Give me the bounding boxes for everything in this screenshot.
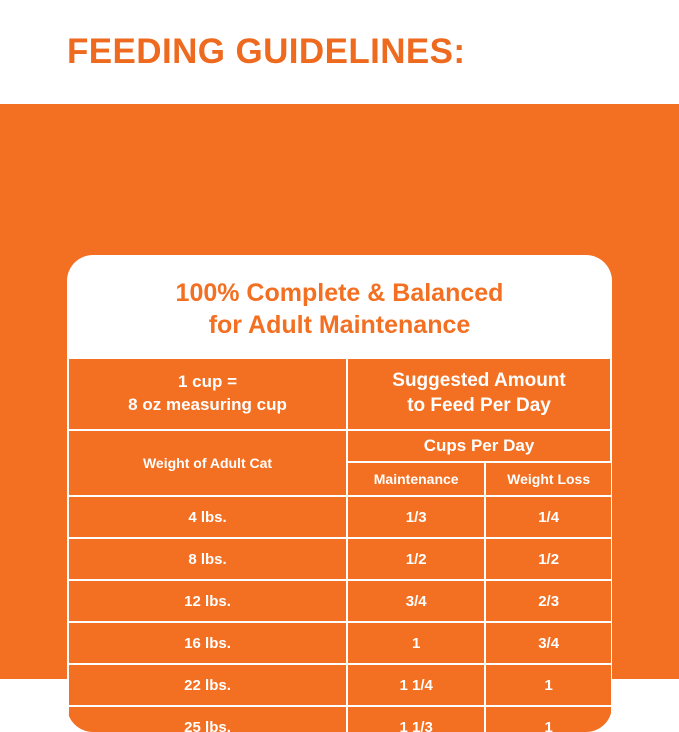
row-weight-loss: 1 [485,706,611,732]
row-weight: 12 lbs. [68,580,347,622]
maintenance-subheader: Maintenance [347,462,485,496]
cup-definition-line-1: 1 cup = [177,372,238,392]
row-weight: 22 lbs. [68,664,347,706]
cups-per-day-header: Cups Per Day [347,430,611,462]
row-weight-loss: 3/4 [485,622,611,664]
table-row [68,580,611,622]
header-band [0,0,679,104]
row-weight-loss: 1 [485,664,611,706]
row-weight-loss: 1/4 [485,496,611,538]
table-row [68,496,611,538]
row-maintenance: 1 1/4 [347,664,485,706]
table-row [68,538,611,580]
feeding-table [67,357,612,732]
page-title: FEEDING GUIDELINES: [67,32,466,71]
card-heading-line-2: for Adult Maintenance [208,311,471,339]
table-row-cups-per-day-header [68,430,611,462]
row-weight: 16 lbs. [68,622,347,664]
table-row [68,706,611,732]
row-maintenance: 1 1/3 [347,706,485,732]
suggested-amount-cell [347,358,611,430]
cup-definition-line-2: 8 oz measuring cup [128,395,287,414]
weight-of-adult-cat-header: Weight of Adult Cat [68,430,347,496]
feeding-card [67,255,612,732]
suggested-line-1: Suggested Amount [392,370,566,392]
card-heading [67,255,612,357]
row-maintenance: 1/2 [347,538,485,580]
suggested-line-2: to Feed Per Day [407,395,551,416]
cup-definition-cell [68,358,347,430]
table-row [68,664,611,706]
row-weight: 4 lbs. [68,496,347,538]
card-heading-line-1: 100% Complete & Balanced [175,279,504,307]
row-weight-loss: 1/2 [485,538,611,580]
table-row [68,622,611,664]
weight-loss-subheader: Weight Loss [485,462,611,496]
row-maintenance: 1 [347,622,485,664]
table-row-cup-definition [68,358,611,430]
row-maintenance: 1/3 [347,496,485,538]
row-maintenance: 3/4 [347,580,485,622]
row-weight-loss: 2/3 [485,580,611,622]
row-weight: 25 lbs. [68,706,347,732]
orange-background-panel [0,104,679,732]
row-weight: 8 lbs. [68,538,347,580]
